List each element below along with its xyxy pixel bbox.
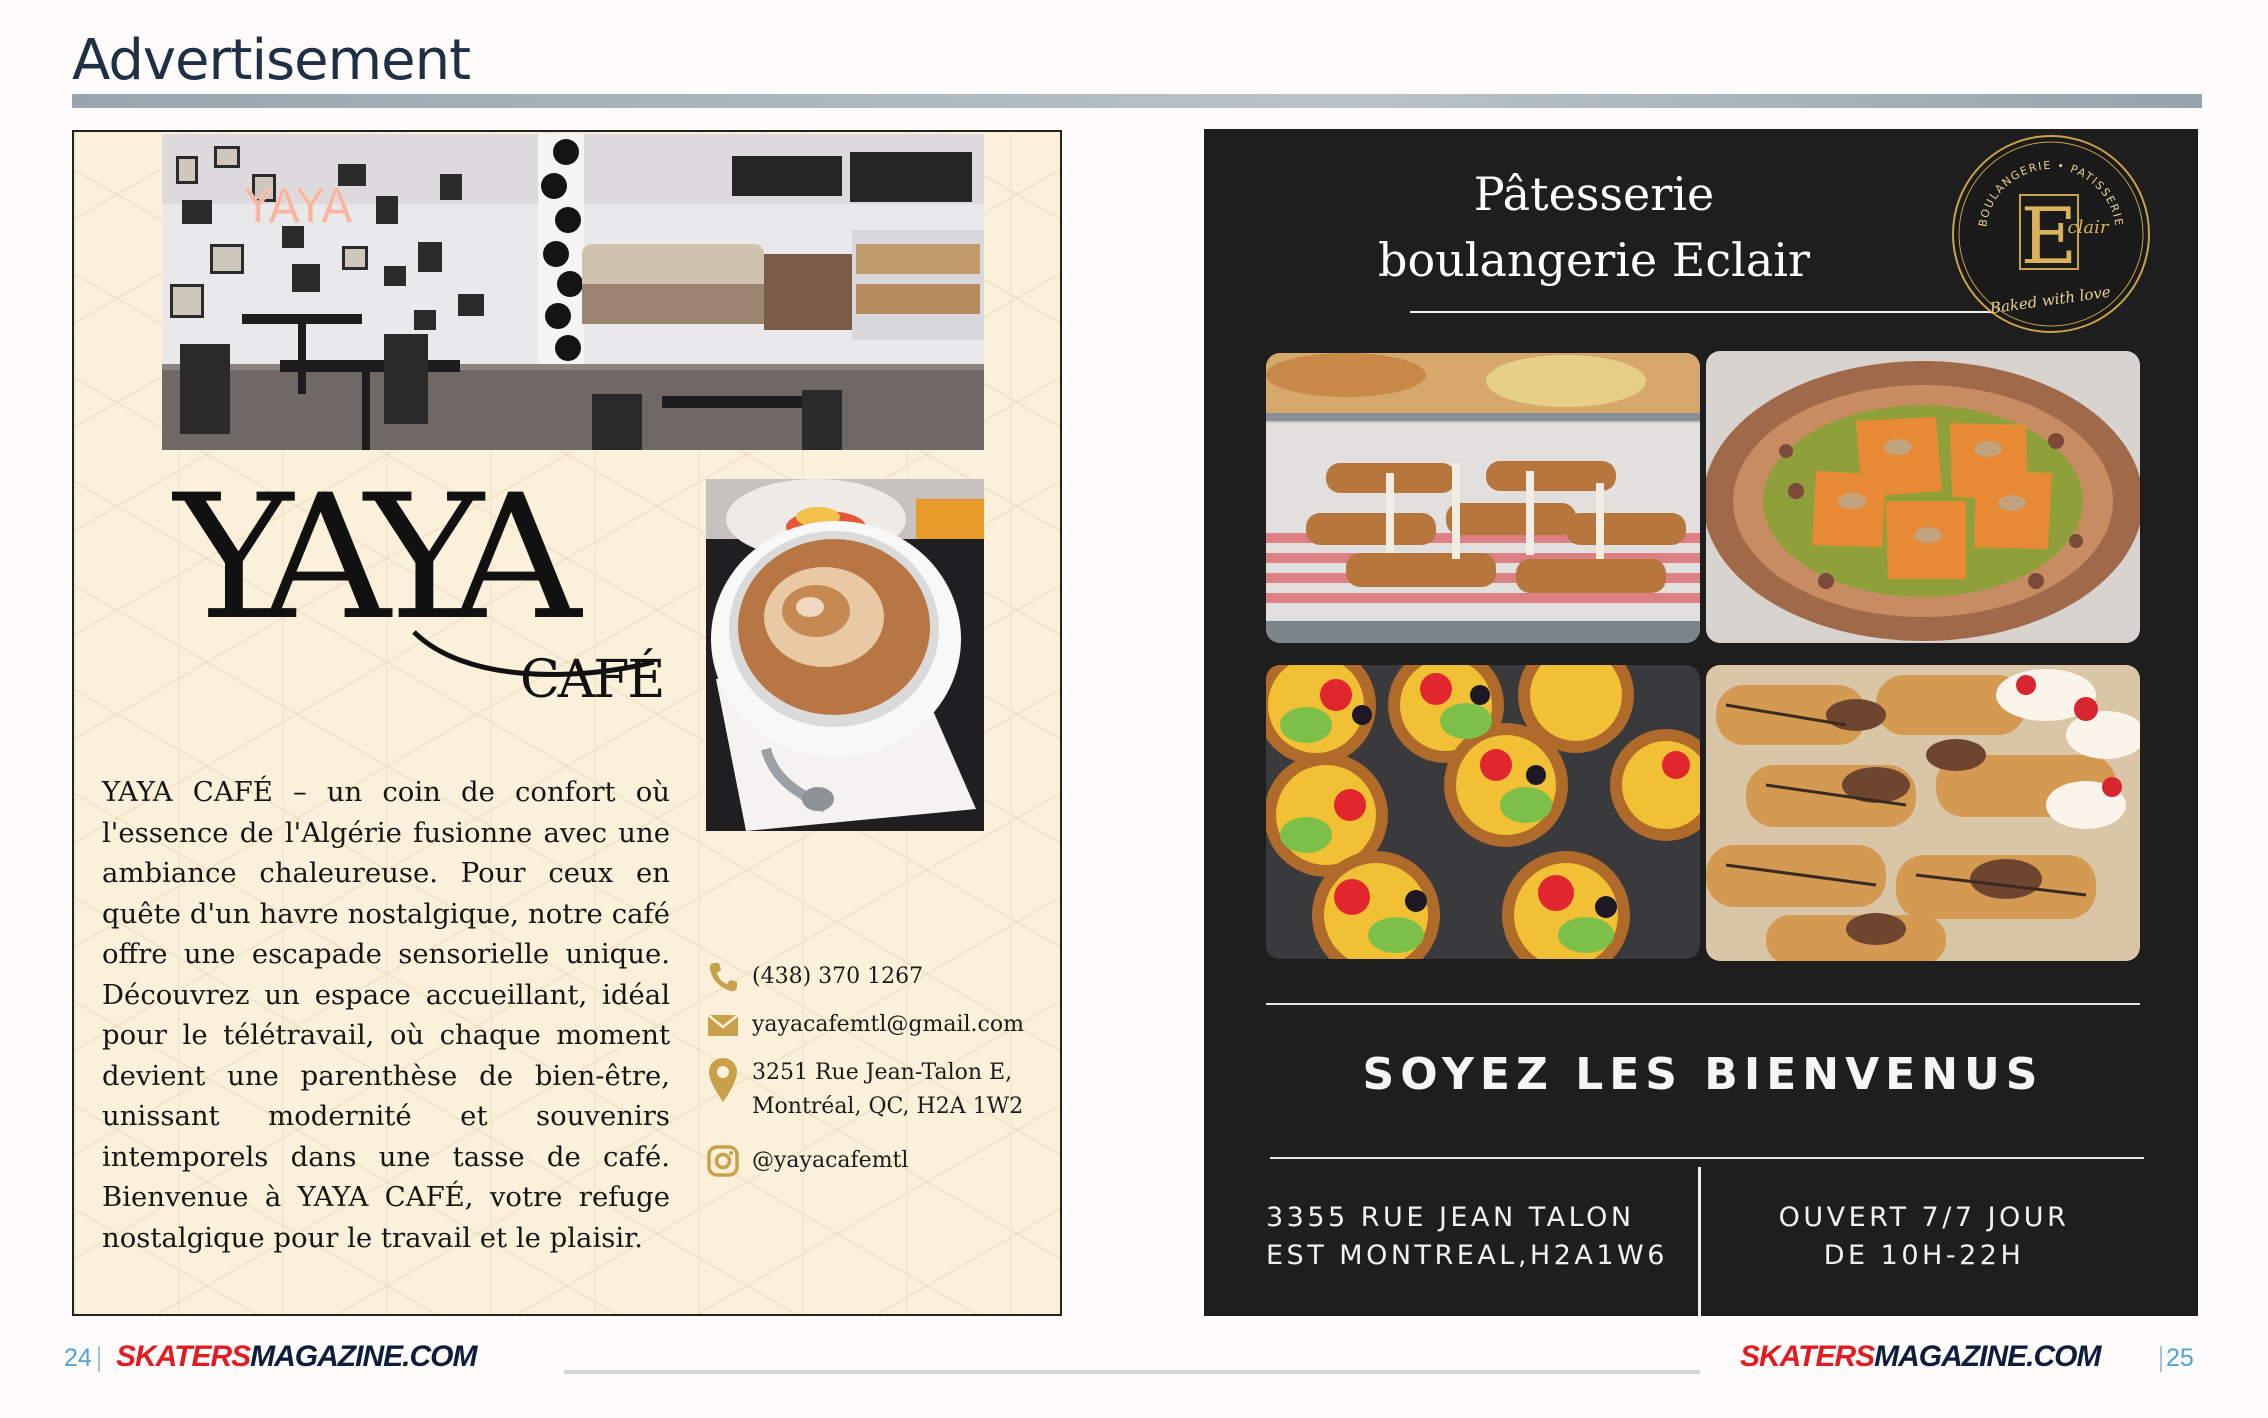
map-pin-icon [706, 1056, 740, 1090]
header-divider [72, 94, 2202, 108]
welcome-heading: SOYEZ LES BIENVENUS [1362, 1049, 2044, 1100]
page-number-right: 25 [2166, 1344, 2194, 1372]
instagram-handle: @yayacafemtl [752, 1148, 909, 1173]
page-number-separator [98, 1346, 100, 1372]
instagram-icon [706, 1144, 740, 1178]
logo-subtitle: CAFÉ [520, 650, 664, 710]
eclairs-photo [1706, 665, 2140, 961]
phone-number: (438) 370 1267 [752, 964, 924, 989]
yaya-cafe-logo [174, 457, 674, 712]
fruit-tarts-photo [1266, 665, 1700, 959]
divider-top [1266, 1003, 2140, 1005]
cafe-description: YAYA CAFÉ – un coin de confort où l'essence de l'Algérie fusionne avec une ambiance chaleureuse. Pour ceux en quête d'un havre nostalgique, notre café offre une escapade sensorielle unique. Découvrez un espace accueillant, idéal pour le télétravail, où chaque moment devient une parenthèse de bien-être, unissant modernité et souvenirs intemporels dans une tasse de café. Bienvenue à YAYA CAFÉ, votre refuge nostalgique pour le travail et le plaisir. [102, 776, 670, 1254]
logo-wordmark: YAYA [174, 457, 563, 658]
envelope-icon [706, 1008, 740, 1042]
bakery-name: Pâtesserie boulangerie Eclair [1378, 167, 1810, 287]
page-number-left: 24 [64, 1344, 92, 1372]
contact-phone[interactable] [706, 960, 923, 994]
page-number-separator [2160, 1346, 2162, 1372]
divider-bottom [1270, 1157, 2144, 1159]
bakery-hours: OUVERT 7/7 JOUR DE 10H-22H [1778, 1202, 2070, 1271]
contact-address[interactable] [706, 1056, 1023, 1124]
bakery-address: 3355 RUE JEAN TALON EST MONTREAL,H2A1W6 [1266, 1202, 1668, 1271]
contact-instagram[interactable] [706, 1144, 908, 1178]
section-title: Advertisement [72, 28, 471, 93]
phone-icon [706, 960, 740, 994]
magazine-link-right[interactable] [1740, 1340, 2100, 1374]
logo-arc-text: BOULANGERIE • PATISSERIE [1976, 158, 2126, 228]
email-address: yayacafemtl@gmail.com [752, 1012, 1024, 1037]
eclair-logo [1950, 133, 2152, 335]
latte-photo [706, 479, 984, 831]
logo-tagline: Baked with love [1988, 282, 2112, 318]
divider-vertical [1698, 1167, 1701, 1316]
footer-rule-left [564, 1370, 1134, 1374]
brand-navy-part: MAGAZINE.COM [1874, 1340, 2101, 1373]
brand-red-part: SKATERS [1740, 1340, 1875, 1373]
brand-navy-part: MAGAZINE.COM [250, 1340, 477, 1373]
contact-email[interactable] [706, 1008, 1024, 1042]
cafe-interior-photo [162, 134, 984, 450]
brand-red-part: SKATERS [116, 1340, 251, 1373]
logo-letter: E [2020, 192, 2078, 282]
footer-rule-right [1134, 1370, 1700, 1374]
street-address: 3251 Rue Jean-Talon E, Montréal, QC, H2A 1W2 [752, 1060, 1024, 1119]
neon-sign-text: YAYA [244, 179, 353, 233]
title-divider [1410, 311, 1996, 313]
eclair-bakery-ad [1204, 129, 2198, 1316]
logo-script: clair [2067, 217, 2109, 238]
yaya-cafe-ad [72, 130, 1062, 1316]
basbousa-plate-photo [1706, 351, 2140, 643]
magazine-link-left[interactable] [116, 1340, 476, 1374]
pastry-display-photo [1266, 353, 1700, 643]
